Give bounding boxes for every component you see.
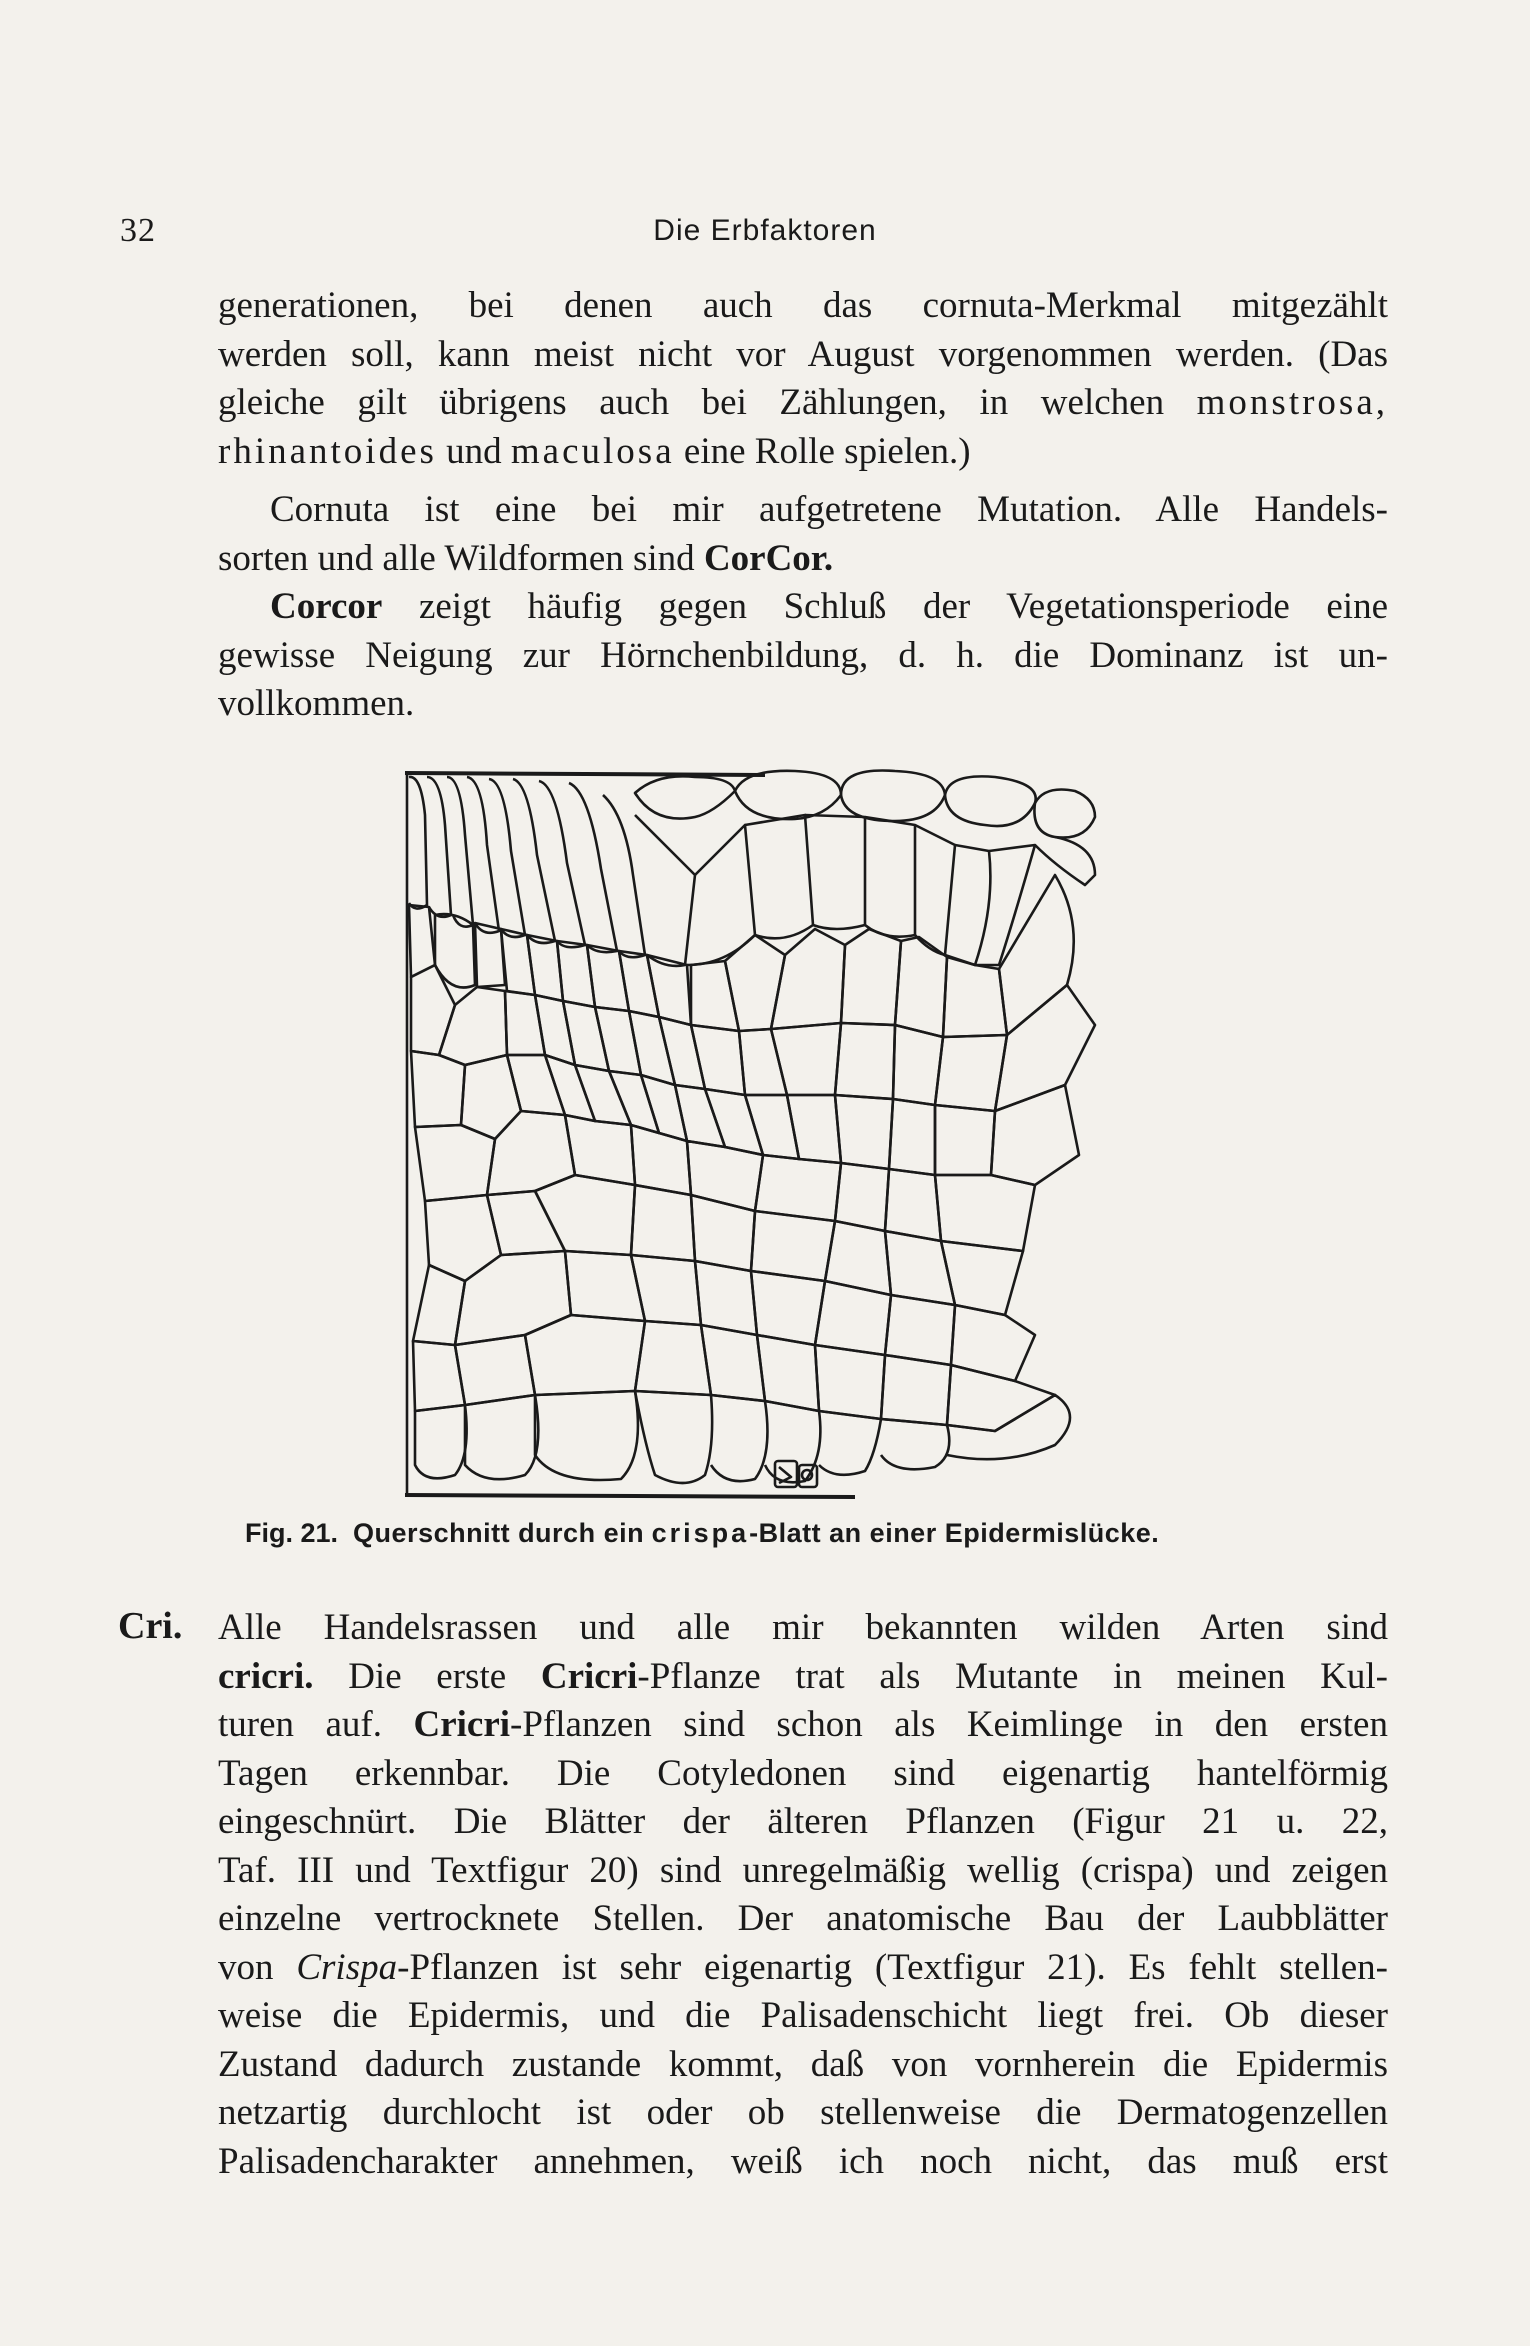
text-line: Zustand dadurch zustande kommt, daß von vornherein die Epidermis xyxy=(218,2043,1388,2085)
lower-edge-line xyxy=(405,1495,855,1497)
italic-term: Crispa xyxy=(296,1946,398,1988)
bold-term: Cricri xyxy=(413,1704,511,1745)
text-line: Taf. III und Textfigur 20) sind unregelmäßig wellig (crispa) und zeigen xyxy=(218,1849,1388,1891)
text-run: sorten und alle Wildformen sind xyxy=(218,537,695,579)
text-line: eingeschnürt. Die Blätter der älteren Pflanzen (Figur 21 u. 22, xyxy=(218,1801,1388,1842)
paragraph-4 xyxy=(218,1604,1388,2186)
text-run: gleiche gilt übrigens auch bei Zählungen, in welchen xyxy=(218,382,1165,423)
text-run: zeigt häufig gegen Schluß der Vegetationsperiode eine xyxy=(418,586,1388,627)
text-line xyxy=(218,1701,1388,1750)
text-line: vollkommen. xyxy=(218,683,415,724)
leaf-cross-section-figure xyxy=(395,755,1135,1505)
text-line xyxy=(218,1944,1388,1993)
marginal-note: Cri. xyxy=(118,1605,183,1647)
text-line xyxy=(218,583,1388,632)
text-line: Cornuta ist eine bei mir aufgetretene Mutation. Alle Handels- xyxy=(270,489,1388,530)
page-number: 32 xyxy=(120,212,156,249)
text-run: -Pflanzen ist sehr eigenartig (Textfigur 21). Es fehlt stellen- xyxy=(397,1946,1388,1988)
caption-text: -Blatt an einer Epidermislücke. xyxy=(749,1518,1160,1548)
text-run: von xyxy=(218,1946,274,1988)
text-line: Palisadencharakter annehmen, weiß ich noch nicht, das muß erst xyxy=(218,2140,1388,2182)
text-run: eine Rolle spielen.) xyxy=(683,430,971,472)
text-run: -Pflanzen sind schon als Keimlinge in den ersten xyxy=(510,1704,1388,1745)
caption-label: Fig. 21. xyxy=(245,1518,339,1548)
text-line xyxy=(218,379,1388,428)
caption-spaced-term: crispa xyxy=(651,1518,750,1548)
bold-term: CorCor. xyxy=(703,537,834,579)
text-line: Tagen erkennbar. Die Cotyledonen sind eigenartig hantelförmig xyxy=(218,1752,1388,1794)
paragraph-1 xyxy=(218,282,1388,476)
spongy-parenchyma xyxy=(409,875,1095,1431)
text-line: einzelne vertrocknete Stellen. Der anatomische Bau der Laubblätter xyxy=(218,1898,1388,1939)
upper-epidermis-line xyxy=(405,773,765,775)
running-head: Die Erbfaktoren xyxy=(653,214,877,247)
bold-term: cricri. xyxy=(218,1655,314,1697)
caption-text: Querschnitt durch ein xyxy=(353,1518,645,1548)
text-line: generationen, bei denen auch das cornuta-Merkmal mitgezählt xyxy=(218,285,1388,326)
text-line: weise die Epidermis, und die Palisadenschicht liegt frei. Ob dieser xyxy=(218,1995,1388,2036)
lower-epidermis-cells xyxy=(415,1391,1070,1487)
spaced-term: maculosa xyxy=(510,430,675,472)
text-line xyxy=(218,535,1388,584)
text-line xyxy=(218,428,1388,477)
figure-caption xyxy=(245,1518,1285,1549)
text-run: -Pflanze trat als Mutante in meinen Kul- xyxy=(637,1655,1388,1697)
text-line xyxy=(218,1653,1388,1702)
text-line: werden soll, kann meist nicht vor August vorgenommen werden. (Das xyxy=(218,333,1388,375)
text-line: gewisse Neigung zur Hörnchenbildung, d. h. die Dominanz ist un- xyxy=(218,634,1388,676)
text-run: Die erste xyxy=(348,1655,507,1697)
spaced-term: rhinantoides xyxy=(218,430,437,472)
text-line: Alle Handelsrassen und alle mir bekannten wilden Arten sind xyxy=(218,1607,1388,1648)
bold-term: Cricri xyxy=(540,1655,638,1697)
text-run: turen auf. xyxy=(218,1704,382,1745)
paragraph-2 xyxy=(218,486,1388,583)
text-run: und xyxy=(446,430,502,472)
text-line: netzartig durchlocht ist oder ob stellenweise die Dermatogenzellen xyxy=(218,2092,1388,2133)
bold-term: Corcor xyxy=(270,586,383,627)
paragraph-3 xyxy=(218,583,1388,729)
spaced-term: monstrosa, xyxy=(1196,382,1388,423)
